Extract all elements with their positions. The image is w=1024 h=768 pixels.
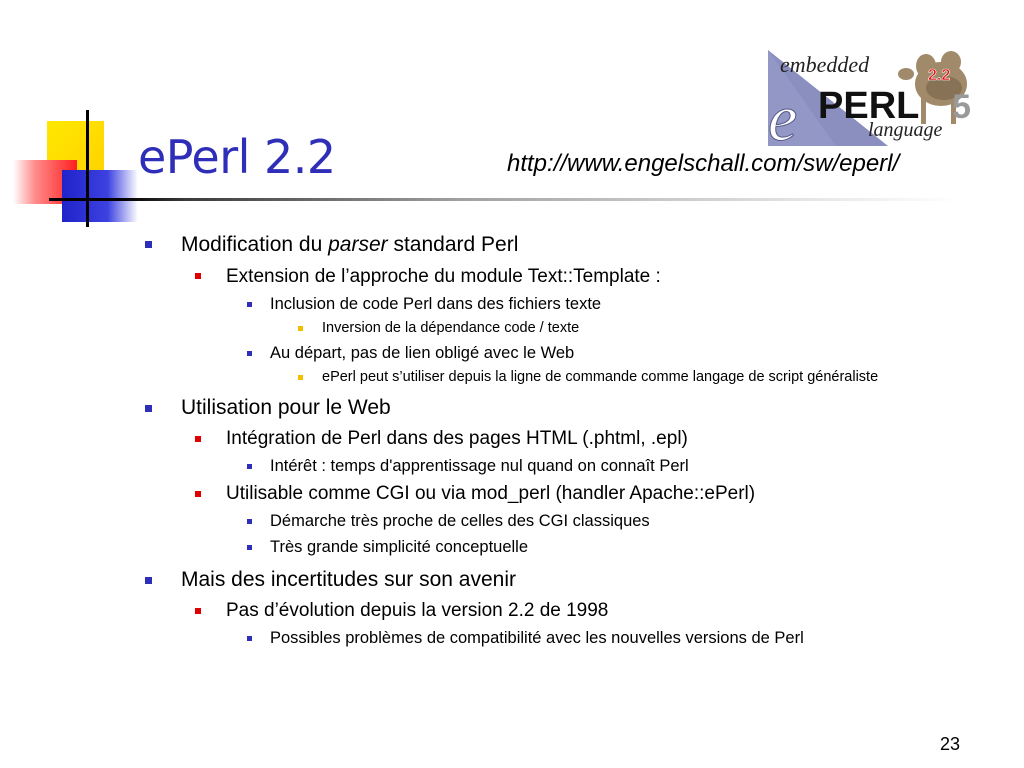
project-url[interactable]: http://www.engelschall.com/sw/eperl/ (507, 150, 900, 177)
bullet-marker (145, 577, 152, 584)
logo-e: e (768, 82, 798, 150)
decor-vertical-line (86, 110, 89, 227)
eperl-logo (766, 46, 978, 150)
slide-title: ePerl 2.2 (138, 130, 336, 184)
bullet-marker (247, 636, 252, 641)
logo-embedded: embedded (780, 52, 870, 77)
logo-five: 5 (952, 88, 971, 126)
logo-version: 2.2 (928, 67, 951, 84)
bullet-marker (195, 436, 201, 442)
bullet-marker (195, 491, 201, 497)
page-number: 23 (940, 734, 961, 754)
bullet-marker (195, 273, 201, 279)
bullet-marker (247, 545, 252, 550)
logo-perl: PERL (818, 85, 920, 127)
title-underline (49, 198, 959, 201)
logo-language: language (868, 119, 943, 141)
decor-blue-square (62, 170, 138, 222)
bullet-marker (298, 326, 303, 331)
bullet-marker (145, 241, 152, 248)
bullet-marker (247, 351, 252, 356)
bullet-marker (247, 302, 252, 307)
bullet-marker (247, 464, 252, 469)
bullet-marker (298, 375, 303, 380)
bullet-marker (195, 608, 201, 614)
bullet-marker (145, 405, 152, 412)
bullet-marker (247, 519, 252, 524)
